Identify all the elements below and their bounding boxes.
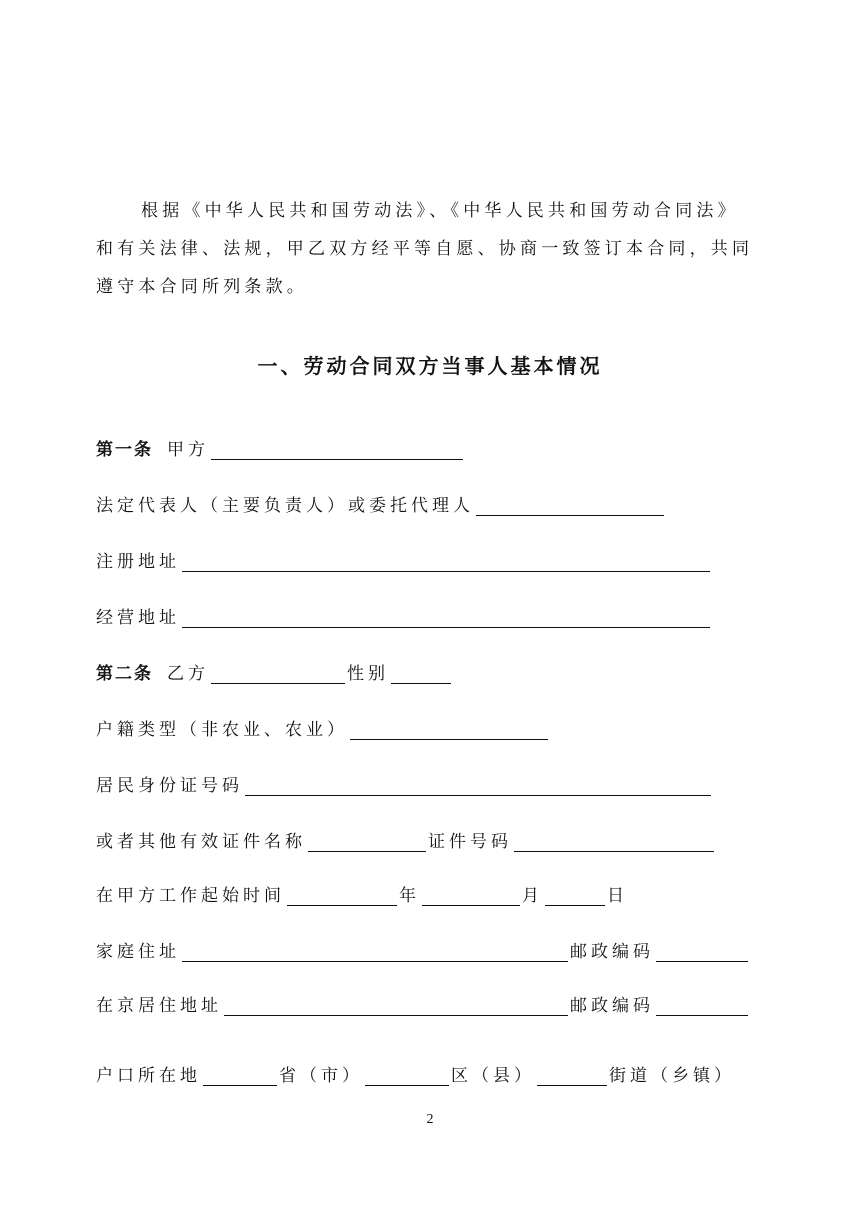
street-label: 街道（乡镇） <box>609 1066 735 1086</box>
hukou-type-label: 户籍类型（非农业、农业） <box>96 720 348 740</box>
page-number: 2 <box>426 1112 434 1127</box>
preamble-line-3: 遵守本合同所列条款。 <box>96 277 308 297</box>
province-label: 省（市） <box>279 1066 363 1086</box>
reg-address-blank[interactable] <box>182 551 710 572</box>
other-id-name-label: 或者其他有效证件名称 <box>96 832 306 852</box>
district-label: 区（县） <box>451 1066 535 1086</box>
start-time-label: 在甲方工作起始时间 <box>96 886 285 906</box>
id-no-blank[interactable] <box>514 831 714 852</box>
district-blank[interactable] <box>365 1065 449 1086</box>
row-reg-address <box>96 546 712 572</box>
postal-code-2-blank[interactable] <box>656 995 748 1016</box>
start-month-blank[interactable] <box>422 885 520 906</box>
article-2-label: 第二条 <box>96 664 153 684</box>
start-year-blank[interactable] <box>287 885 397 906</box>
row-hukou-type <box>96 714 550 740</box>
id-number-blank[interactable] <box>245 775 711 796</box>
id-number-label: 居民身份证号码 <box>96 776 243 796</box>
gender-label: 性别 <box>347 664 389 684</box>
province-blank[interactable] <box>203 1065 277 1086</box>
home-address-blank[interactable] <box>182 941 568 962</box>
beijing-address-label: 在京居住地址 <box>96 996 222 1016</box>
hukou-type-blank[interactable] <box>350 719 548 740</box>
legal-rep-blank[interactable] <box>476 495 664 516</box>
party-b-blank[interactable] <box>211 663 345 684</box>
postal-code-label: 邮政编码 <box>570 942 654 962</box>
article-1-label: 第一条 <box>96 440 153 460</box>
gender-blank[interactable] <box>391 663 451 684</box>
street-blank[interactable] <box>537 1065 607 1086</box>
biz-address-label: 经营地址 <box>96 608 180 628</box>
preamble-line-2: 和有关法律、法规，甲乙双方经平等自愿、协商一致签订本合同，共同 <box>96 239 754 259</box>
row-party-a <box>96 434 465 460</box>
postal-code-blank[interactable] <box>656 941 748 962</box>
party-a-blank[interactable] <box>211 439 463 460</box>
month-label: 月 <box>522 886 543 906</box>
day-label: 日 <box>607 886 628 906</box>
start-day-blank[interactable] <box>545 885 605 906</box>
other-id-name-blank[interactable] <box>308 831 426 852</box>
reg-address-label: 注册地址 <box>96 552 180 572</box>
row-id-number <box>96 770 713 796</box>
biz-address-blank[interactable] <box>182 607 710 628</box>
id-no-label: 证件号码 <box>428 832 512 852</box>
postal-code-2-label: 邮政编码 <box>570 996 654 1016</box>
legal-rep-label: 法定代表人（主要负责人）或委托代理人 <box>96 496 474 516</box>
row-home-address <box>96 936 750 962</box>
beijing-address-blank[interactable] <box>224 995 568 1016</box>
section-title: 一、劳动合同双方当事人基本情况 <box>257 354 603 378</box>
row-biz-address <box>96 602 712 628</box>
home-address-label: 家庭住址 <box>96 942 180 962</box>
row-start-time <box>96 880 628 906</box>
row-legal-rep <box>96 490 666 516</box>
preamble-line-1: 根据《中华人民共和国劳动法》、《中华人民共和国劳动合同法》 <box>141 201 739 221</box>
party-a-label: 甲方 <box>167 440 209 460</box>
party-b-label: 乙方 <box>167 664 209 684</box>
row-beijing-address <box>96 990 750 1016</box>
row-other-id <box>96 826 716 852</box>
row-party-b <box>96 658 453 684</box>
year-label: 年 <box>399 886 420 906</box>
hukou-location-label: 户口所在地 <box>96 1066 201 1086</box>
preamble-paragraph <box>96 192 764 306</box>
row-hukou-location <box>96 1060 735 1086</box>
